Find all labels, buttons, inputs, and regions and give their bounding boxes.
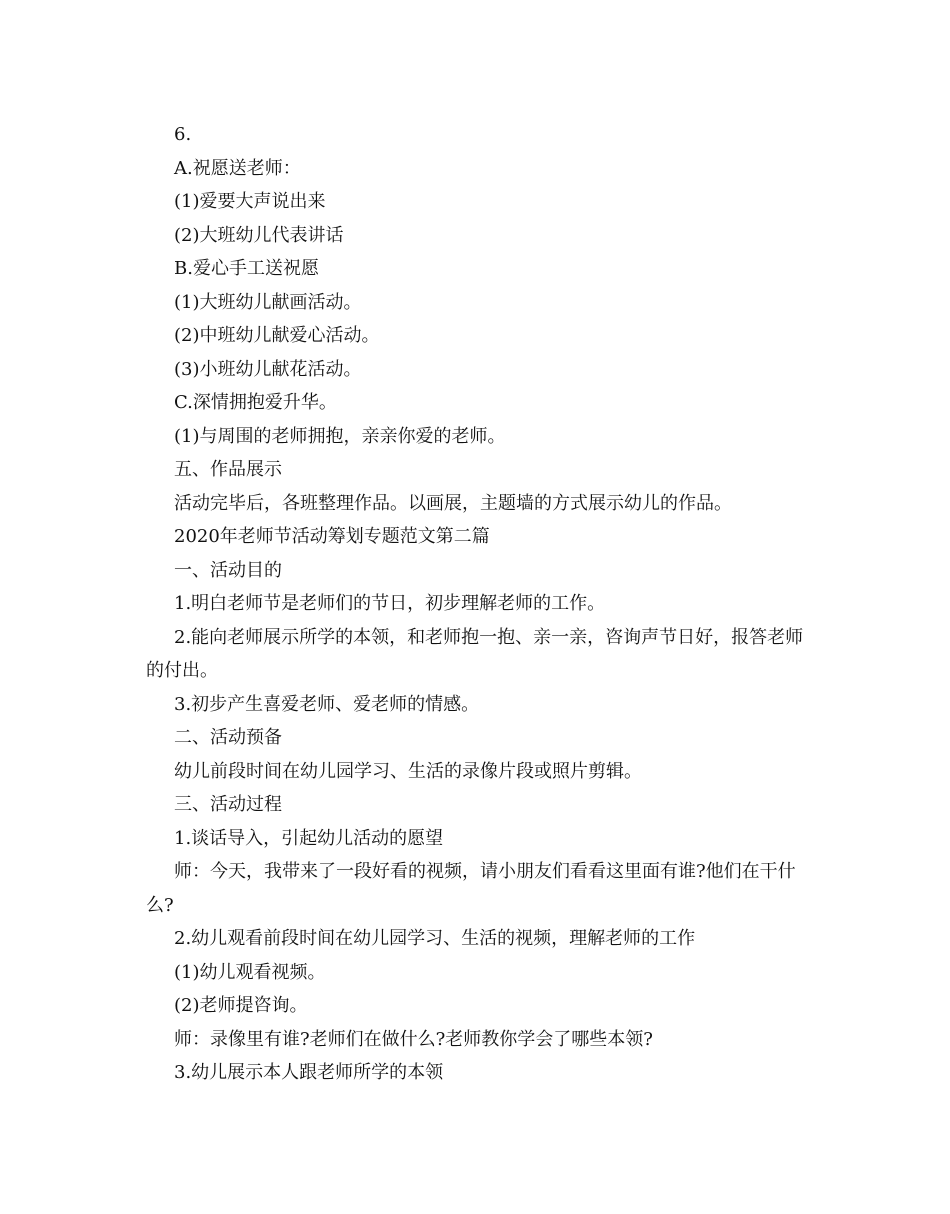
paragraph: 3.初步产生喜爱老师、爱老师的情感。 (174, 693, 480, 715)
paragraph: A.祝愿送老师： (174, 157, 301, 179)
section-heading: 二、活动预备 (174, 727, 282, 748)
article-title: 2020年老师节活动筹划专题范文第二篇 (174, 526, 490, 547)
paragraph: (1)爱要大声说出来 (174, 191, 326, 212)
paragraph: 1.明白老师节是老师们的节日，初步理解老师的工作。 (174, 593, 606, 614)
section-heading: 五、作品展示 (174, 459, 282, 480)
paragraph: B.爱心手工送祝愿 (174, 258, 319, 279)
paragraph: 师：录像里有谁?老师们在做什么?老师教你学会了哪些本领? (174, 1028, 653, 1050)
section-heading: 三、活动过程 (174, 794, 282, 815)
paragraph: 2.幼儿观看前段时间在幼儿园学习、生活的视频，理解老师的工作 (174, 928, 696, 949)
paragraph: (2)老师提咨询。 (174, 995, 308, 1016)
paragraph: (2)中班幼儿献爱心活动。 (174, 325, 380, 346)
paragraph: 2.能向老师展示所学的本领，和老师抱一抱、亲一亲，咨询声节日好，报答老师的付出。 (146, 626, 804, 681)
section-heading: 一、活动目的 (174, 559, 282, 581)
paragraph: (2)大班幼儿代表讲话 (174, 224, 344, 246)
paragraph: 师：今天，我带来了一段好看的视频，请小朋友们看看这里面有谁?他们在干什么? (146, 861, 796, 916)
paragraph: 活动完毕后，各班整理作品。以画展，主题墙的方式展示幼儿的作品。 (174, 492, 732, 514)
paragraph: (1)大班幼儿献画活动。 (174, 291, 362, 313)
paragraph: (1)幼儿观看视频。 (174, 961, 326, 983)
document-body (146, 118, 814, 1090)
paragraph: 6. (174, 124, 192, 145)
paragraph: 幼儿前段时间在幼儿园学习、生活的录像片段或照片剪辑。 (174, 760, 642, 782)
paragraph: 1.谈话导入，引起幼儿活动的愿望 (174, 827, 444, 849)
paragraph: (1)与周围的老师拥抱，亲亲你爱的老师。 (174, 425, 506, 447)
paragraph: C.深情拥抱爱升华。 (174, 392, 337, 413)
paragraph: (3)小班幼儿献花活动。 (174, 358, 362, 380)
paragraph: 3.幼儿展示本人跟老师所学的本领 (174, 1062, 444, 1083)
